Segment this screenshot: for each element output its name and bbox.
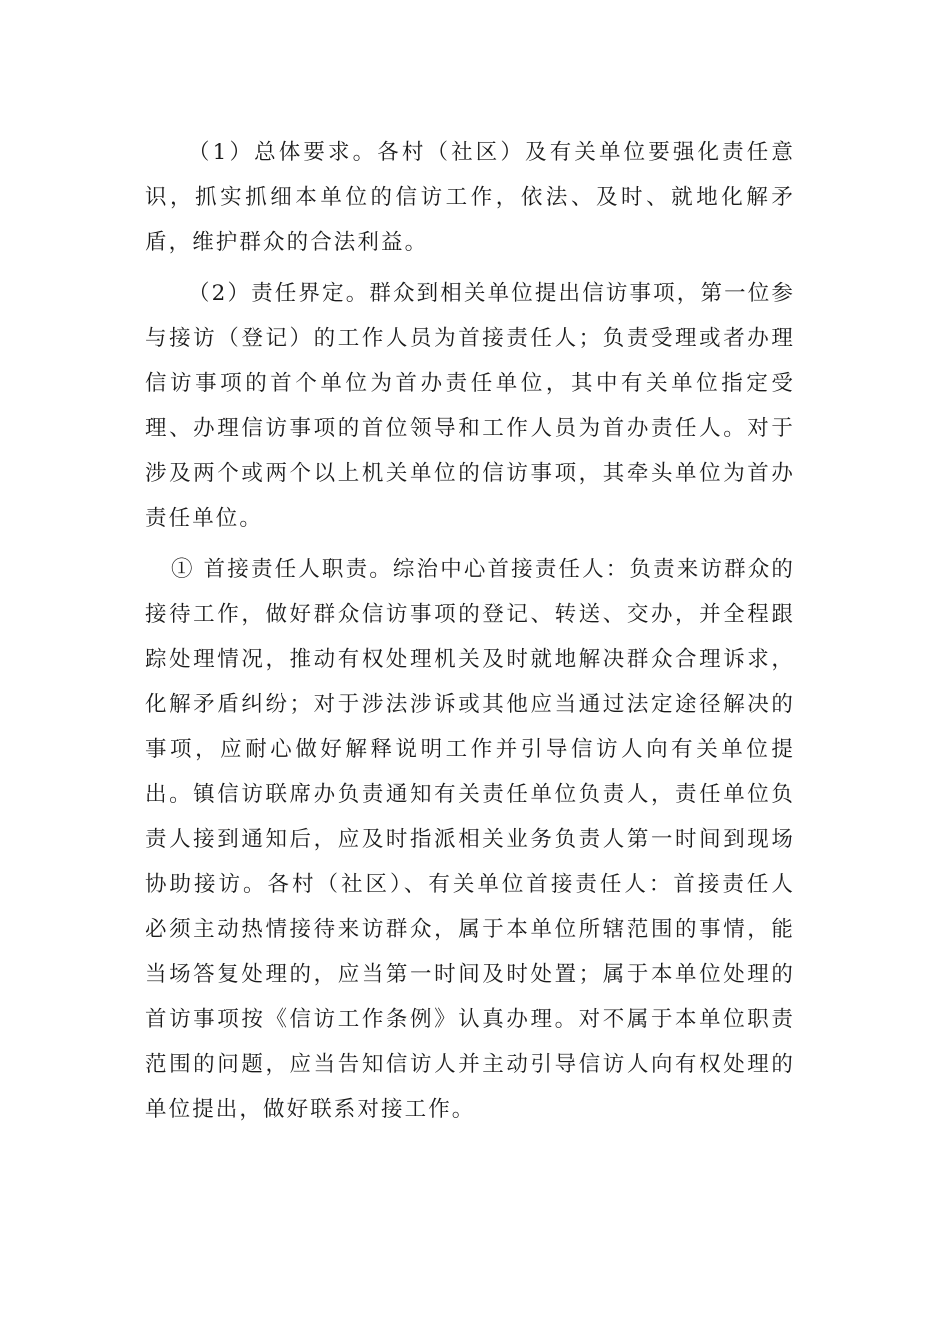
paragraph-overall-requirements: （1）总体要求。各村（社区）及有关单位要强化责任意识，抓实抓细本单位的信访工作，依法、及时、就地化解矛盾，维护群众的合法利益。	[145, 140, 795, 255]
paragraph-responsibility-definition: （2）责任界定。群众到相关单位提出信访事项，第一位参与接访（登记）的工作人员为首接责任人；负责受理或者办理信访事项的首个单位为首办责任单位，其中有关单位指定受理、办理信访事项的首位领导和工作人员为首办责任人。对于涉及两个或两个以上机关单位的信访事项，其牵头单位为首办责任单位。	[145, 281, 795, 531]
paragraph-first-receiver-duties: ① 首接责任人职责。综治中心首接责任人：负责来访群众的接待工作，做好群众信访事项的登记、转送、交办，并全程跟踪处理情况，推动有权处理机关及时就地解决群众合理诉求，化解矛盾纠纷；对于涉法涉诉或其他应当通过法定途径解决的事项，应耐心做好解释说明工作并引导信访人向有关单位提出。镇信访联席办负责通知有关责任单位负责人，责任单位负责人接到通知后，应及时指派相关业务负责人第一时间到现场协助接访。各村（社区）、有关单位首接责任人：首接责任人必须主动热情接待来访群众，属于本单位所辖范围的事情，能当场答复处理的，应当第一时间及时处置；属于本单位处理的首访事项按《信访工作条例》认真办理。对不属于本单位职责范围的问题，应当告知信访人并主动引导信访人向有权处理的单位提出，做好联系对接工作。	[145, 557, 795, 1122]
document-body	[145, 130, 795, 1138]
